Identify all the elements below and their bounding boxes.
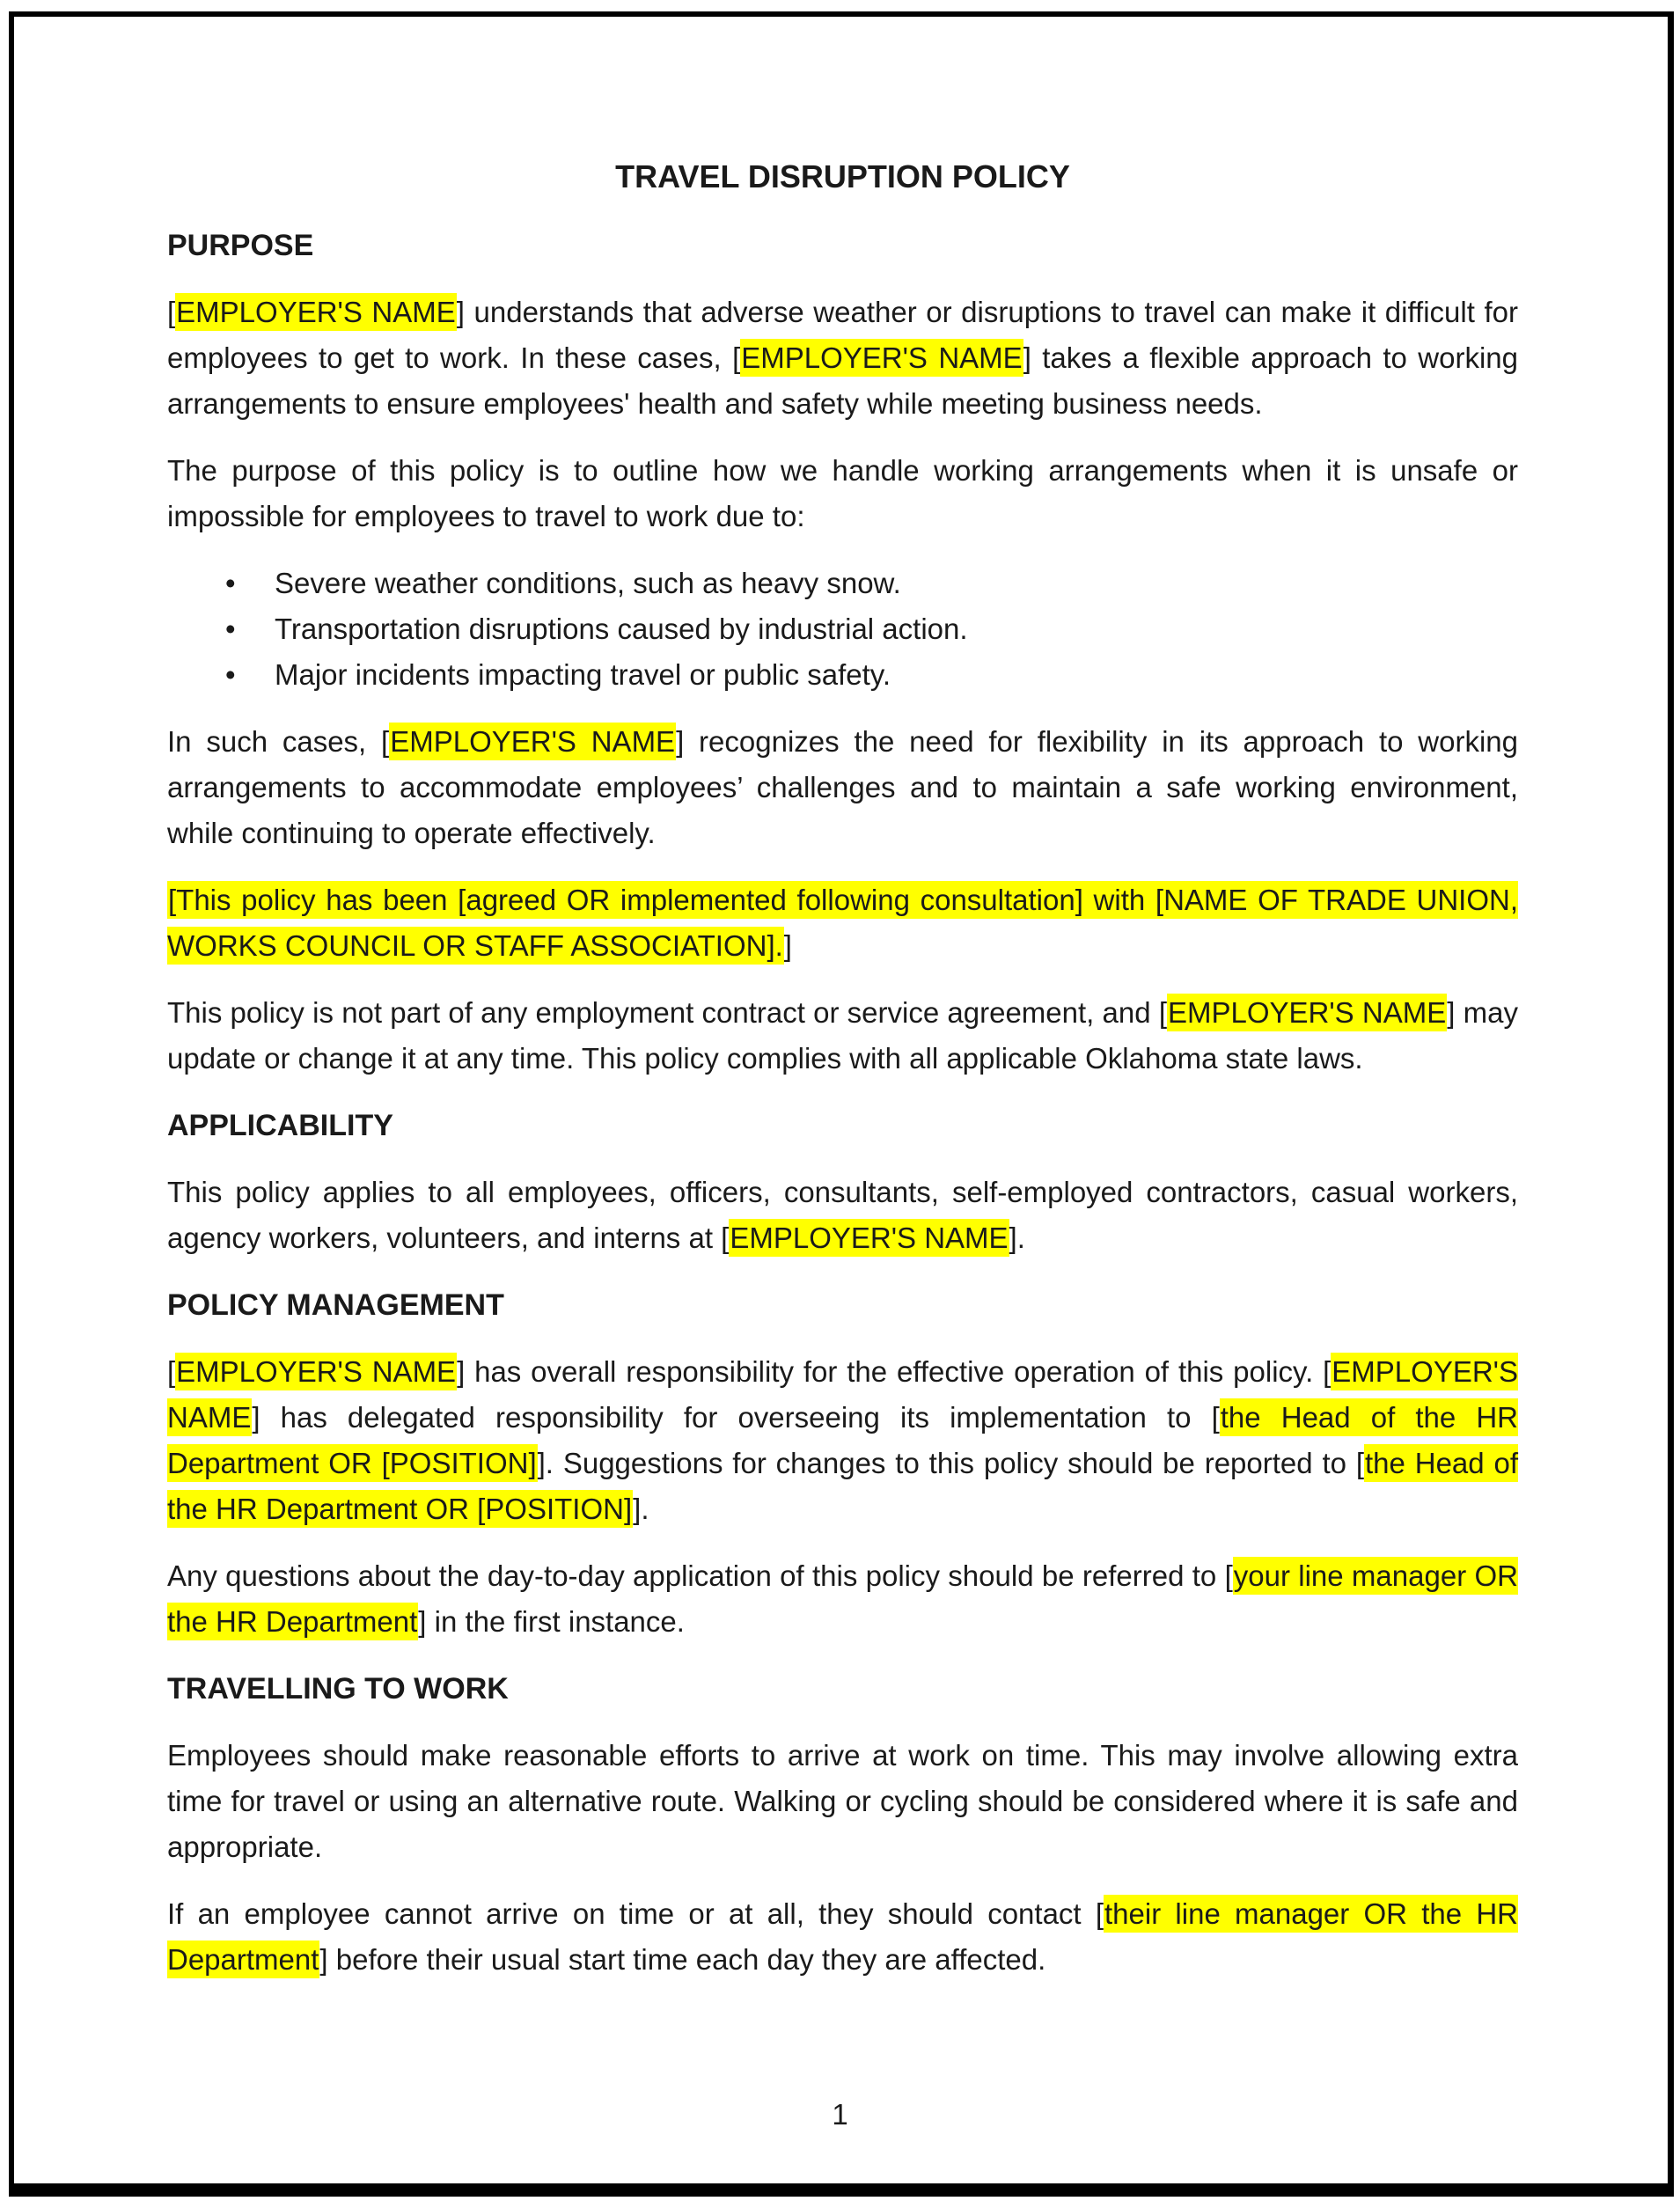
paragraph: [This policy has been [agreed OR implemented following consultation] with [NAME OF TRADE UNION, WORKS COUNCIL OR STAFF ASSOCIATION].] <box>167 877 1518 969</box>
bullet-item: • Major incidents impacting travel or public safety. <box>225 652 1518 698</box>
highlighted-placeholder: EMPLOYER'S NAME <box>175 1353 457 1390</box>
section-heading: POLICY MANAGEMENT <box>167 1288 504 1322</box>
section-heading: PURPOSE <box>167 229 314 262</box>
paragraph: Employees should make reasonable efforts to arrive at work on time. This may involve allowing extra time for travel or using an alternative route. Walking or cycling should be considered where it is safe and appropriate. <box>167 1739 1518 1863</box>
paragraph: This policy applies to all employees, officers, consultants, self-employed contractors, casual workers, agency workers, volunteers, and interns at [EMPLOYER'S NAME]. <box>167 1170 1518 1261</box>
highlighted-placeholder: the Head of the HR Department OR [POSITION] <box>167 1398 1518 1482</box>
highlighted-placeholder: the Head of the HR Department OR [POSITION] <box>167 1444 1518 1528</box>
bullet-item: • Transportation disruptions caused by industrial action. <box>225 606 1518 652</box>
bullet-item: • Severe weather conditions, such as heavy snow. <box>225 561 1518 606</box>
highlighted-placeholder: [This policy has been [agreed OR implemented following consultation] with [NAME OF TRADE UNION, WORKS COUNCIL OR STAFF ASSOCIATION]. <box>167 881 1518 965</box>
highlighted-placeholder: their line manager OR the HR Department <box>167 1895 1518 1978</box>
paragraph: In such cases, [EMPLOYER'S NAME] recognizes the need for flexibility in its approach to working arrangements to accommodate employees’ challenges and to maintain a safe working environment, while continuing to operate effectively. <box>167 719 1518 856</box>
paragraph: If an employee cannot arrive on time or at all, they should contact [their line manager OR the HR Department] before their usual start time each day they are affected. <box>167 1891 1518 1983</box>
highlighted-placeholder: EMPLOYER'S NAME <box>1167 994 1447 1031</box>
section-heading: APPLICABILITY <box>167 1109 393 1142</box>
highlighted-placeholder: EMPLOYER'S NAME <box>175 293 457 331</box>
highlighted-placeholder: EMPLOYER'S NAME <box>729 1219 1009 1257</box>
page-number: 1 <box>832 2098 848 2131</box>
paragraph: [EMPLOYER'S NAME] understands that adverse weather or disruptions to travel can make it difficult for employees to get to work. In these cases, [EMPLOYER'S NAME] takes a flexible approach to working arrangements to ensure employees' health and safety while meeting business needs. <box>167 290 1518 427</box>
section-heading: TRAVELLING TO WORK <box>167 1672 509 1706</box>
highlighted-placeholder: your line manager OR the HR Department <box>167 1557 1518 1640</box>
highlighted-placeholder: EMPLOYER'S NAME <box>167 1353 1518 1436</box>
paragraph: This policy is not part of any employment contract or service agreement, and [EMPLOYER'S NAME] may update or change it at any time. This policy complies with all applicable Oklahoma state laws. <box>167 990 1518 1082</box>
paragraph: The purpose of this policy is to outline how we handle working arrangements when it is unsafe or impossible for employees to travel to work due to: <box>167 454 1518 532</box>
paragraph: [EMPLOYER'S NAME] has overall responsibility for the effective operation of this policy. [EMPLOYER'S NAME] has delegated responsibility for overseeing its implementation to [the Head of the HR Department OR [POSITION]]. Suggestions for changes to this policy should be reported to [the Head of the HR Department OR [POSITION]]. <box>167 1349 1518 1532</box>
bullet-list <box>167 561 1518 698</box>
highlighted-placeholder: EMPLOYER'S NAME <box>389 723 676 760</box>
paragraph: Any questions about the day-to-day application of this policy should be referred to [your line manager OR the HR Department] in the first instance. <box>167 1553 1518 1645</box>
highlighted-placeholder: EMPLOYER'S NAME <box>740 339 1023 377</box>
document-title: TRAVEL DISRUPTION POLICY <box>615 158 1070 194</box>
